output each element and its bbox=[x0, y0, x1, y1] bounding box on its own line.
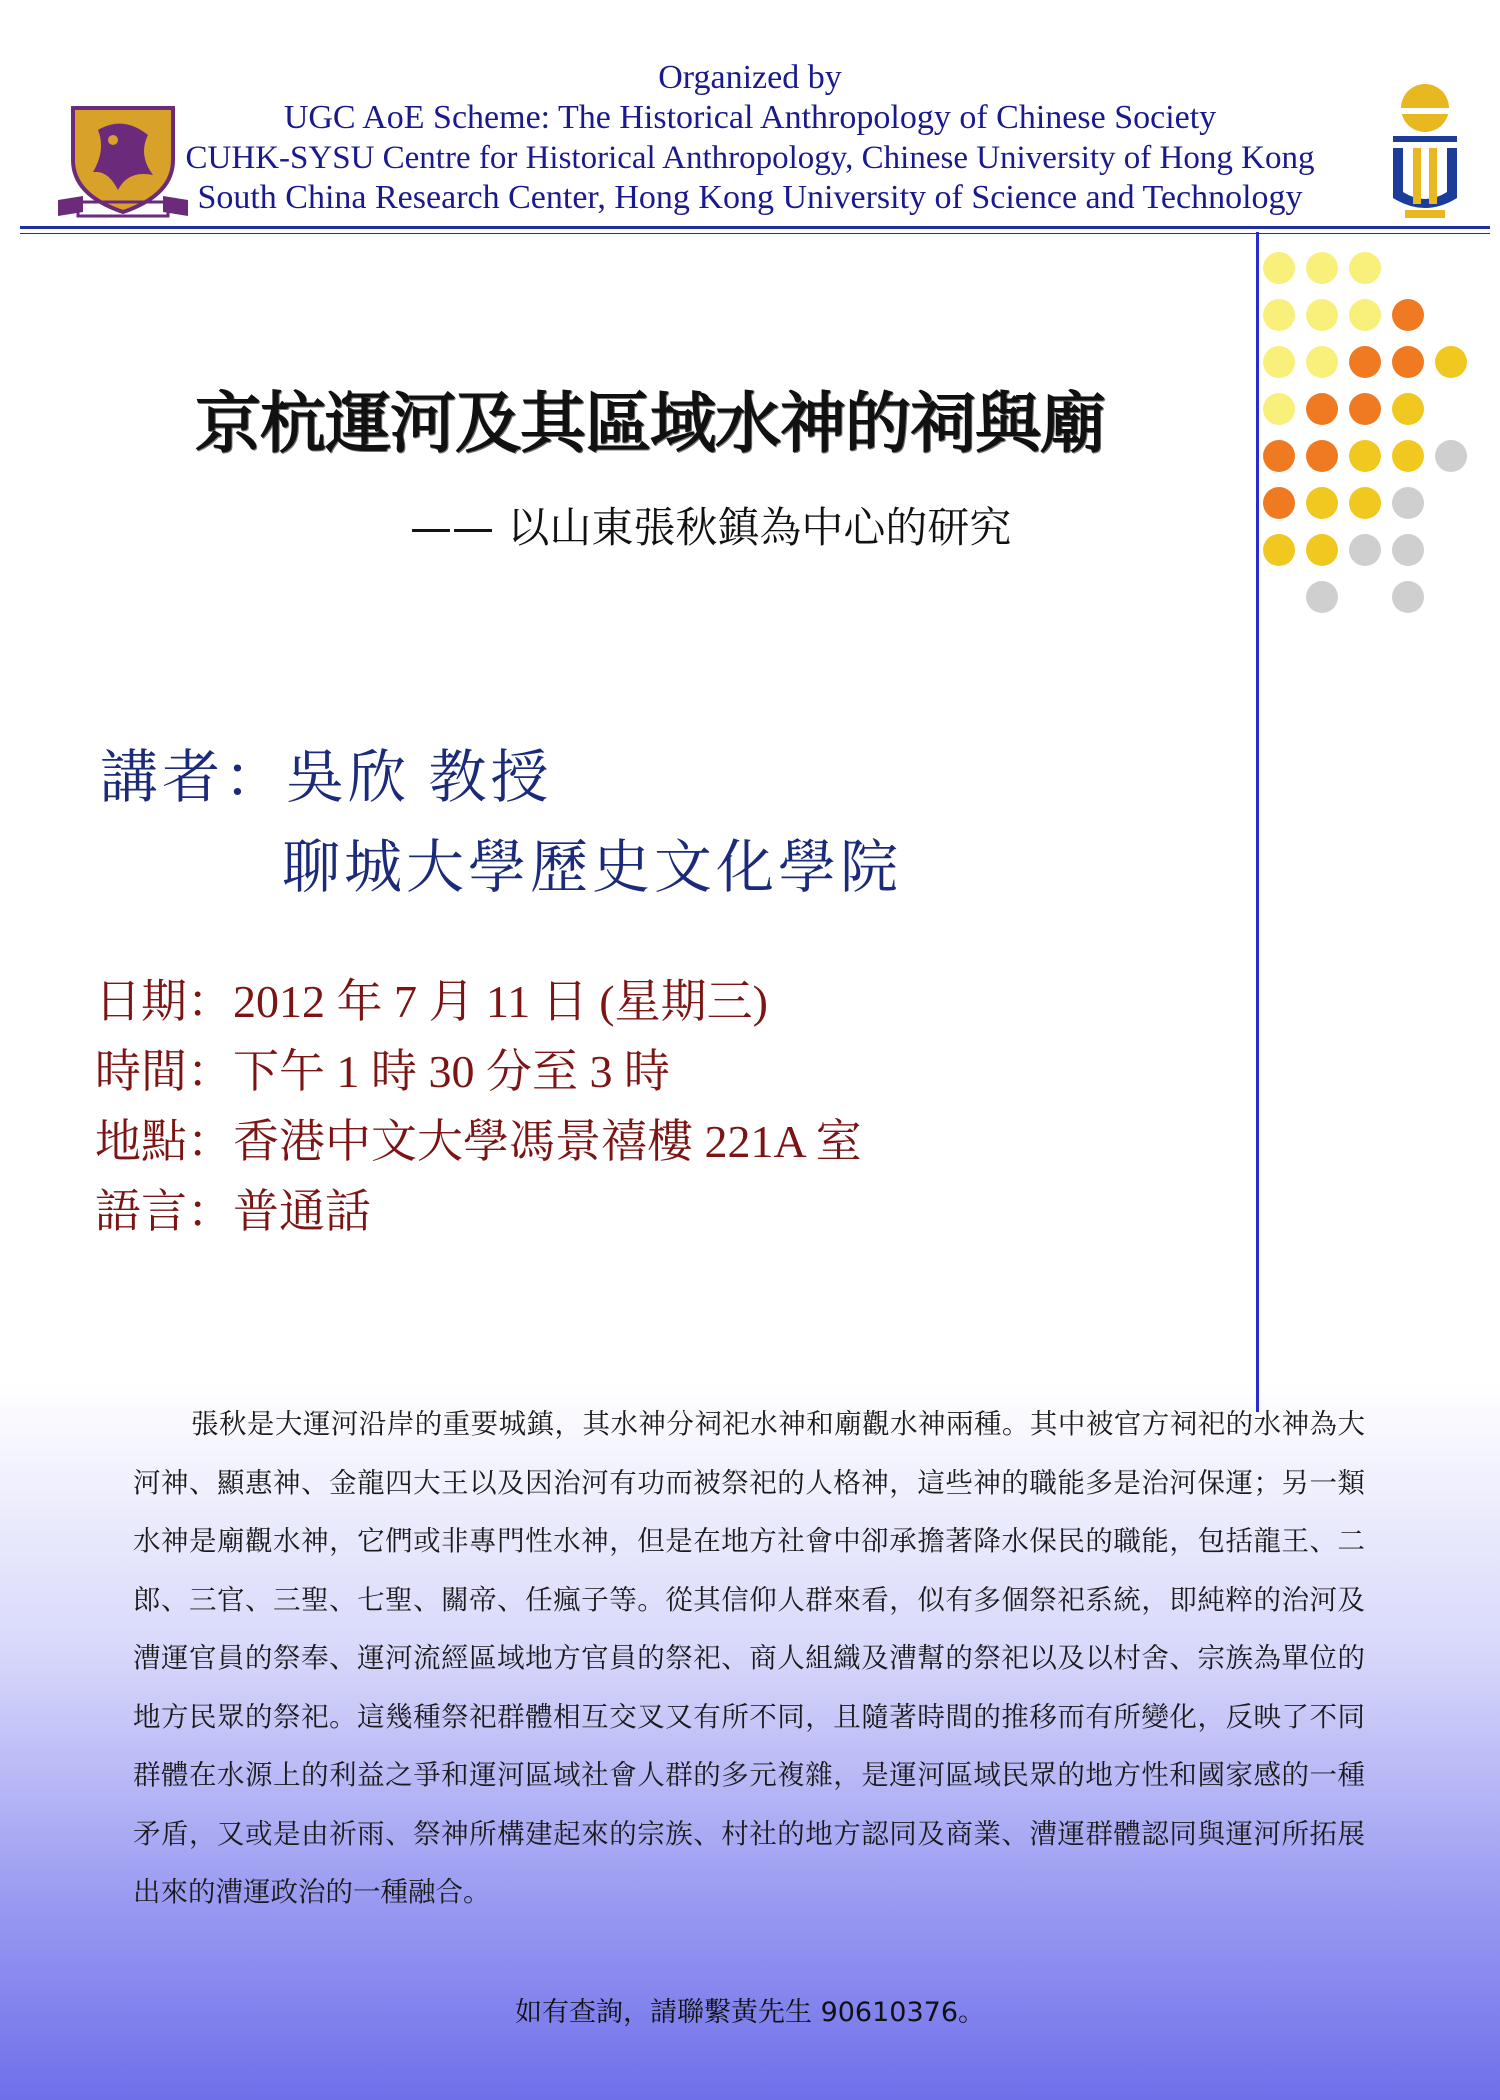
decorative-dot bbox=[1349, 534, 1381, 566]
decorative-dot bbox=[1435, 440, 1467, 472]
lecture-subtitle: —— 以山東張秋鎮為中心的研究 bbox=[410, 503, 1012, 552]
lecture-title: 京杭運河及其區域水神的祠與廟 bbox=[195, 385, 1105, 462]
detail-label: 地點： bbox=[95, 1116, 233, 1167]
decorative-dot bbox=[1306, 581, 1338, 613]
detail-label: 日期： bbox=[95, 976, 233, 1027]
detail-venue bbox=[95, 1105, 862, 1171]
decorative-dot bbox=[1392, 487, 1424, 519]
decorative-dot bbox=[1392, 299, 1424, 331]
decorative-dot bbox=[1306, 346, 1338, 378]
detail-label: 時間： bbox=[95, 1046, 233, 1097]
decorative-dot bbox=[1263, 440, 1295, 472]
vertical-accent-line bbox=[1256, 232, 1259, 1412]
organized-by-label: Organized by bbox=[658, 59, 842, 96]
detail-time bbox=[95, 1035, 670, 1101]
decorative-dot bbox=[1263, 487, 1295, 519]
decorative-dot bbox=[1349, 440, 1381, 472]
speaker-affiliation: 聊城大學歷史文化學院 bbox=[282, 835, 903, 900]
detail-value: 香港中文大學馮景禧樓 221A 室 bbox=[233, 1116, 862, 1167]
decorative-dot bbox=[1349, 299, 1381, 331]
decorative-dot bbox=[1392, 534, 1424, 566]
decorative-dot bbox=[1263, 252, 1295, 284]
decorative-dot bbox=[1349, 487, 1381, 519]
decorative-dot bbox=[1306, 393, 1338, 425]
decorative-dot bbox=[1306, 487, 1338, 519]
speaker-name: 吳欣 教授 bbox=[286, 745, 553, 810]
decorative-dot bbox=[1349, 393, 1381, 425]
detail-label: 語言： bbox=[95, 1186, 233, 1237]
decorative-dot bbox=[1435, 346, 1467, 378]
header-divider bbox=[20, 226, 1490, 229]
decorative-dot bbox=[1306, 252, 1338, 284]
decorative-dot bbox=[1263, 346, 1295, 378]
organizer-line-2: CUHK-SYSU Centre for Historical Anthropology, Chinese University of Hong Kong bbox=[185, 140, 1315, 176]
contact-info: 如有查詢，請聯繫黃先生 90610376。 bbox=[514, 1997, 985, 2028]
hkust-logo bbox=[1385, 78, 1465, 226]
decorative-dot bbox=[1392, 393, 1424, 425]
decorative-dot bbox=[1263, 393, 1295, 425]
decorative-dot bbox=[1349, 346, 1381, 378]
detail-date bbox=[95, 965, 768, 1031]
decorative-dot bbox=[1263, 299, 1295, 331]
speaker-line bbox=[100, 730, 553, 814]
decorative-dot bbox=[1306, 299, 1338, 331]
decorative-dot bbox=[1392, 581, 1424, 613]
decorative-dot bbox=[1349, 252, 1381, 284]
detail-value: 普通話 bbox=[233, 1186, 371, 1237]
decorative-dot bbox=[1306, 440, 1338, 472]
abstract-paragraph: 張秋是大運河沿岸的重要城鎮，其水神分祠祀水神和廟觀水神兩種。其中被官方祠祀的水神為大河神、顯惠神、金龍四大王以及因治河有功而被祭祀的人格神，這些神的職能多是治河保運；另一類水神是廟觀水神，它們或非專門性水神，但是在地方社會中卻承擔著降水保民的職能，包括龍王、二郎、三官、三聖、七聖、關帝、任瘋子等。從其信仰人群來看，似有多個祭祀系統，即純粹的治河及漕運官員的祭奉、運河流經區域地方官員的祭祀、商人組織及漕幫的祭祀以及以村舍、宗族為單位的地方民眾的祭祀。這幾種祭祀群體相互交叉又有所不同，且隨著時間的推移而有所變化，反映了不同群體在水源上的利益之爭和運河區域社會人群的多元複雜，是運河區域民眾的地方性和國家感的一種矛盾，又或是由祈雨、祭神所構建起來的宗族、村社的地方認同及商業、漕運群體認同與運河所拓展出來的漕運政治的一種融合。 bbox=[133, 1408, 1365, 1908]
detail-value: 下午 1 時 30 分至 3 時 bbox=[233, 1046, 670, 1097]
decorative-dot bbox=[1306, 534, 1338, 566]
decorative-dot bbox=[1392, 440, 1424, 472]
decorative-dot bbox=[1392, 346, 1424, 378]
organizer-line-1: UGC AoE Scheme: The Historical Anthropology of Chinese Society bbox=[283, 99, 1217, 136]
decorative-dot bbox=[1263, 534, 1295, 566]
organizer-line-3: South China Research Center, Hong Kong University of Science and Technology bbox=[197, 179, 1303, 216]
speaker-label: 講者： bbox=[100, 745, 287, 810]
detail-value: 2012 年 7 月 11 日 (星期三) bbox=[233, 976, 768, 1027]
detail-language bbox=[95, 1175, 371, 1241]
header-divider-thin bbox=[20, 233, 1490, 234]
